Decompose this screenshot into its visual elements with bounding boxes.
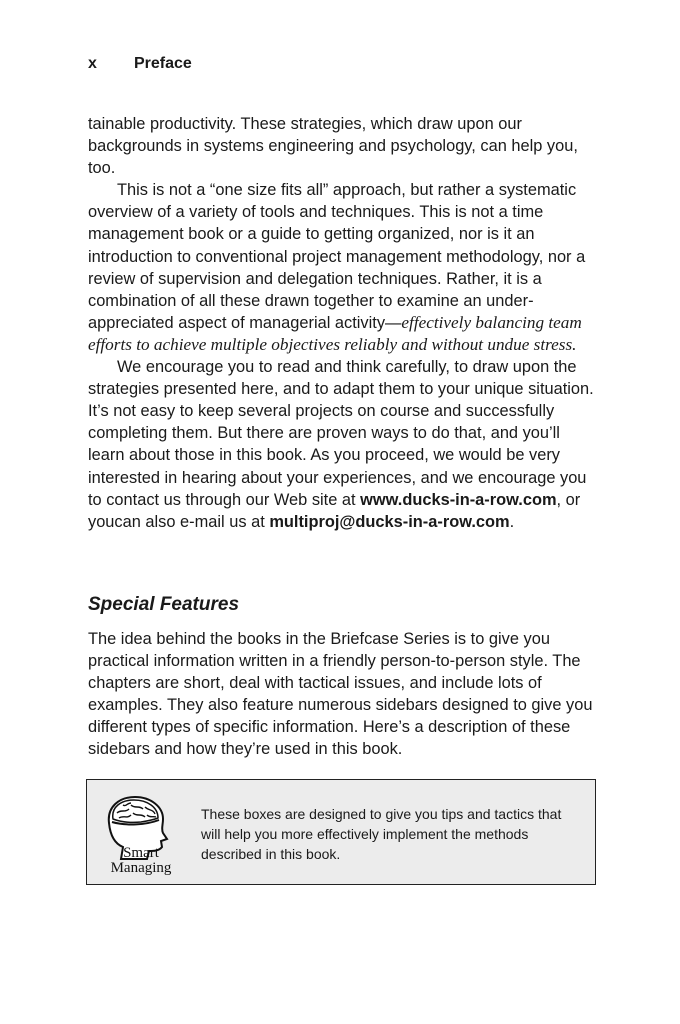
paragraph-3-end: . xyxy=(509,512,515,531)
paragraph-2-text: This is not a “one size fits all” approach, but rather a systematic overview of a variety of tools and techniques. This is not a time management book or a guide to getting organized, nor is it an introduction to conventional project management methodology, nor a review of supervision and delegation techniques. Rather, it is a combination of all these drawn together to examine an under-appreciated aspect of managerial activity— xyxy=(88,181,586,332)
contact-email: multiproj@ducks-in-a-row.com xyxy=(269,512,510,531)
paragraph-3 xyxy=(88,356,598,533)
sidebar-caption xyxy=(103,846,179,876)
preface-body xyxy=(88,113,598,533)
caption-line-2: Managing xyxy=(110,860,172,876)
paragraph-3-text: We encourage you to read and think carefully, to draw upon the strategies presented here, and to adapt them to your unique situation. It’s not easy to keep several projects on course and successfully completing them. But there are proven ways to do that, and you’ll learn about those in this book. As you proceed, we would be very interested in hearing about your experiences, and we encourage you to contact us through our Web site at xyxy=(88,358,594,509)
caption-line-1: Smart xyxy=(123,845,159,861)
sidebar-description: These boxes are designed to give you tips and tactics that will help you more effectively implement the methods described in this book. xyxy=(201,806,562,862)
special-features-paragraph: The idea behind the books in the Briefcase Series is to give you practical information written in a friendly person-to-person style. The chapters are short, deal with tactical issues, and include lots of examples. They also feature numerous sidebars designed to give you different types of specific information. Here’s a description of these sidebars and how they’re used in this book. xyxy=(88,630,593,759)
paragraph-2 xyxy=(88,179,598,356)
section-heading: Special Features xyxy=(88,594,240,615)
special-features-text xyxy=(88,628,600,761)
website-url: www.ducks-in-a-row.com xyxy=(360,490,557,509)
smart-managing-sidebar xyxy=(86,779,596,885)
paragraph-1: tainable productivity. These strategies, which draw upon our backgrounds in systems engineering and psychology, can help you, too. xyxy=(88,115,578,178)
paragraph-2-italic: effectively balancing team efforts to achieve multiple objectives reliably and without undue stress. xyxy=(88,312,582,354)
page-number: x xyxy=(88,55,97,72)
chapter-title: Preface xyxy=(134,55,192,72)
running-header xyxy=(88,55,192,73)
paragraph-3-mid: , or youcan also e-mail us at xyxy=(88,490,581,531)
